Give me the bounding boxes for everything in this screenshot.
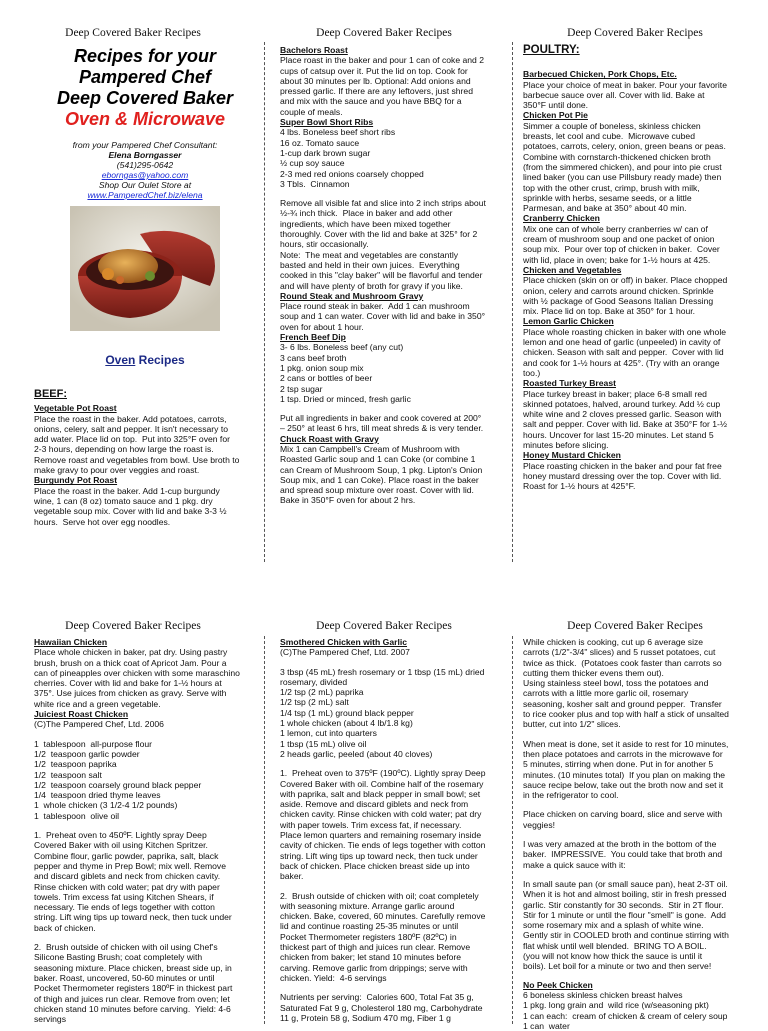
- recipe-line: hours, stir occasionally.: [280, 239, 369, 250]
- recipe-title: Hawaiian Chicken: [34, 637, 108, 647]
- recipe-line: Mix one can of whole berry cranberries w/ can of: [523, 223, 708, 234]
- cover-title-line: Deep Covered Baker: [56, 88, 234, 108]
- recipe-line: cooked in this "clay baker" will be flavorful and tender: [280, 270, 483, 281]
- recipe-line: Bake in 350°F oven for about 2 hrs.: [280, 495, 416, 506]
- recipe-line: 3- 6 lbs. Boneless beef (any cut): [280, 342, 404, 353]
- text-line: some rosemary mix and a splash of white wine.: [523, 920, 704, 931]
- cover-title: [34, 46, 256, 130]
- recipe-line: pepper and thyme in Prep Bowl; mix well. Remove: [34, 860, 227, 871]
- recipe-line: – 250° at least 6 hrs, till meat shreds & is very tender.: [280, 423, 484, 434]
- recipe-title: Chicken Pot Pie: [523, 110, 588, 121]
- recipe-list: [523, 69, 763, 491]
- recipe-line: and mix with the sauce and you have BBQ for a: [280, 96, 462, 107]
- recipe-line: pressed garlic. If there are any leftovers, just shred: [280, 86, 473, 97]
- recipe-line: soup mix. Pour over top of chicken in baker. Cover: [523, 244, 720, 255]
- column-divider: [512, 636, 513, 1024]
- recipe-line: back of chicken.: [34, 922, 96, 933]
- recipe-line: aside. Remove and discard giblets and neck from: [280, 799, 469, 810]
- recipe-line: 16 oz. Tomato sauce: [280, 137, 360, 148]
- text-line: sauce recipe below, take out the broth now and set it: [523, 779, 724, 790]
- recipe-line: Silicone Basting Brush; coat completely with: [34, 952, 203, 963]
- recipe-line: onion, celery and carrots around chicken. Sprinkle: [523, 285, 714, 296]
- recipe-line: string. Lift wing tips up toward neck, then tuck under: [280, 850, 478, 861]
- page-header: Deep Covered Baker Recipes: [567, 620, 703, 632]
- recipe: [34, 709, 262, 1024]
- page-header: Deep Covered Baker Recipes: [65, 27, 201, 39]
- recipe-line: add water. Place lid on top. Put into 325°F oven for: [34, 434, 230, 445]
- recipe: [523, 213, 763, 264]
- recipe-line: 1 tablespoon all-purpose flour: [34, 738, 153, 749]
- text-line: 5 minutes, stirring when done. Put in for another 5: [523, 759, 714, 770]
- recipe-title: Juiciest Roast Chicken: [34, 709, 129, 720]
- recipe-line: [280, 983, 510, 992]
- recipe-line: chicken. Yield: 4-6 servings: [280, 972, 387, 983]
- text-line: cutting them thicker evens them out).: [523, 667, 664, 678]
- recipe-column: [280, 637, 510, 1024]
- column-divider: [264, 42, 265, 562]
- recipe-line: necessary. Tie ends of legs together with cotton: [34, 902, 215, 913]
- recipe-line: 1/4 teaspoon dried thyme leaves: [34, 790, 161, 801]
- recipe-line: Note: The meat and vegetables are constantly: [280, 249, 459, 260]
- recipe-title: Bachelors Roast: [280, 45, 348, 55]
- recipe-line: Remove roast and vegetables from bowl. Use broth to: [34, 454, 240, 465]
- recipe-line: and discard giblets and neck from chicken cavity.: [34, 871, 221, 882]
- recipe-line: 1/2 tsp (2 mL) paprika: [280, 687, 364, 698]
- recipe-title: Smothered Chicken with Garlic: [280, 637, 408, 647]
- page-header: Deep Covered Baker Recipes: [65, 620, 201, 632]
- recipe-line: onions, celery, salt and pepper. It isn't necessary to: [34, 423, 228, 434]
- recipe-line: and will have plenty of broth for gravy if you like.: [280, 280, 463, 291]
- recipe-title: Vegetable Pot Roast: [34, 403, 117, 414]
- recipe-line: (C)The Pampered Chef, Ltd. 2007: [280, 647, 410, 658]
- recipe: [34, 637, 262, 709]
- text-line: seasoning, kosher salt and ground pepper. Transfer: [523, 698, 722, 709]
- recipe-line: 2. Brush outside of chicken with oil using Chef's: [34, 942, 218, 953]
- recipe: [280, 117, 510, 291]
- recipe-line: 1 tsp. Dried or minced, fresh garlic: [280, 393, 411, 404]
- recipe-line: 4 lbs. Boneless beef short ribs: [280, 127, 396, 138]
- text-line: to rice cooker plus and top with half a stick of unsalted: [523, 709, 729, 720]
- recipe: [523, 265, 763, 316]
- recipe-line: 2 cans or bottles of beer: [280, 373, 373, 384]
- recipe-line: hours. Serve hot over egg noodles.: [34, 516, 171, 527]
- consultant-name: Elena Borngasser: [108, 150, 182, 160]
- text-line: flat whisk until well blended. BRING TO A BOIL.: [523, 940, 707, 951]
- recipe-title: Barbecued Chicken, Pork Chops, Etc.: [523, 69, 677, 80]
- recipe-line: can of pineapples over chicken with some maraschino: [34, 667, 240, 678]
- recipe-line: 3 tbsp (45 mL) fresh rosemary or 1 tbsp (15 mL) dried: [280, 666, 485, 677]
- recipe-line: Place lemon quarters and remaining rosemary inside: [280, 830, 482, 841]
- recipe: [523, 110, 763, 213]
- recipe-line: thoroughly. Cover with the lid and bake at 325° for 2: [280, 229, 478, 240]
- recipe: [34, 475, 262, 526]
- text-line: While chicken is cooking, cut up 6 average size: [523, 637, 704, 647]
- recipe-title: Lemon Garlic Chicken: [523, 316, 614, 327]
- recipe-line: [280, 658, 510, 667]
- recipe-line: 1 whole chicken (3 1/2-4 1/2 pounds): [34, 800, 178, 811]
- recipe-line: baker.: [280, 871, 304, 882]
- recipe-line: (C)The Pampered Chef, Ltd. 2006: [34, 719, 164, 730]
- recipe-title: Round Steak and Mushroom Gravy: [280, 290, 424, 301]
- recipe-line: cups of catsup over it. Put the lid on top. Cook for: [280, 65, 468, 76]
- recipe-line: potatoes, carrots, celery, onion, green beans or peas.: [523, 141, 726, 152]
- recipe-line: chicken. Season with salt and pepper. Cover with lid: [523, 347, 724, 358]
- text-line: [523, 800, 763, 809]
- recipe-line: breasts, let cool and cube. Microwave cubed: [523, 131, 695, 142]
- recipe-line: barbecue sauce over all. Cover with lid. Bake at: [523, 89, 705, 100]
- oven-recipes-heading: [34, 355, 256, 365]
- recipe-title: Honey Mustard Chicken: [523, 450, 621, 461]
- recipe: [523, 450, 763, 491]
- recipe-line: cavity of chicken. Tie ends of legs together with cotton: [280, 840, 486, 851]
- recipe-line: 6 boneless skinless chicken breast halves: [523, 989, 683, 1000]
- recipe-line: 2-3 hours, depending on how large the roast is.: [34, 444, 214, 455]
- recipe-list: [523, 980, 763, 1031]
- recipe-line: can Cream of Mushroom Soup, 1 pkg. Lipton's Onion: [280, 464, 483, 475]
- recipe-line: Saturated Fat 9 g, Cholesterol 180 mg, Carbohydrate: [280, 1002, 483, 1013]
- recipe-line: [280, 189, 510, 198]
- recipe-line: couple of meals.: [280, 106, 343, 117]
- recipe-column: [523, 637, 763, 1031]
- text-line: minutes. (10 minutes total) If you plan on making the: [523, 769, 726, 780]
- recipe-line: lemon and one head of garlic (unpeeled) in cavity of: [523, 337, 721, 348]
- recipe: [280, 434, 510, 506]
- recipe-title: Roasted Turkey Breast: [523, 378, 616, 389]
- recipe-line: 1 pkg. long grain and wild rice (w/seasoning pkt): [523, 1000, 709, 1011]
- recipe-line: servings: [34, 1014, 66, 1025]
- recipe-line: Covered Baker with oil using Kitchen Spritzer.: [34, 840, 208, 851]
- recipe-line: Combine with cornstarch-thickened chicken broth: [523, 151, 711, 162]
- recipe-line: [280, 404, 510, 413]
- recipe-line: too.): [523, 367, 541, 378]
- recipe-line: Place the roast in the baker. Add 1-cup burgundy: [34, 485, 220, 496]
- recipe-line: oven for about 1 hour.: [280, 321, 364, 332]
- recipe-line: with paprika, salt and black pepper in small bowl; set: [280, 788, 481, 799]
- recipe-line: Place round steak in baker. Add 1 can mushroom: [280, 301, 470, 312]
- recipe-line: sprinkle with herbs, sesame seeds, or a little: [523, 192, 692, 203]
- recipes-word: Recipes: [135, 353, 185, 367]
- recipe-line: baker. Roast, uncovered, 50-60 minutes or until: [34, 972, 215, 983]
- text-line: veggies!: [523, 819, 556, 830]
- recipe: [280, 291, 510, 332]
- recipe-line: Rinse chicken with cold water; pat dry with paper: [34, 881, 220, 892]
- recipe-line: lined baker (you can use Pillsbury ready made) then: [523, 172, 722, 183]
- recipe-line: 1. Preheat oven to 375ºF (190ºC). Lightly spray Deep: [280, 768, 486, 779]
- recipe-list: [34, 637, 262, 1024]
- recipe-title: Cranberry Chicken: [523, 213, 600, 224]
- recipe-line: ½ cup soy sauce: [280, 158, 345, 169]
- text-block: [523, 637, 763, 972]
- recipe-line: and cook for 1-½ hours at 425°. (Try with an orange: [523, 357, 720, 368]
- recipe-list: [34, 403, 262, 527]
- recipe-line: 350°F until done.: [523, 100, 589, 111]
- recipe-line: (from the simmered chicken), and pour into pie crust: [523, 161, 722, 172]
- recipe-line: carving. Remove garlic from drippings; serve with: [280, 962, 468, 973]
- recipe-list: [280, 637, 510, 1023]
- recipe-line: Place turkey breast in baker; place 6-8 small red: [523, 388, 707, 399]
- outlet-text: Shop Our Oulet Store at: [98, 180, 192, 190]
- recipe-line: 1 whole chicken (about 4 lb/1.8 kg): [280, 718, 413, 729]
- recipe-line: Place chicken (skin on or off) in baker. Place chopped: [523, 275, 728, 286]
- text-line: In small saute pan (or small sauce pan), heat 2-3T oil.: [523, 878, 728, 889]
- recipe-line: top with the other crust, crimp, brush with milk,: [523, 182, 700, 193]
- recipe-line: 1/2 teaspoon salt: [34, 769, 102, 780]
- recipe-title: French Beef Dip: [280, 332, 346, 343]
- beef-heading: BEEF:: [34, 388, 67, 400]
- recipe-line: 1 pkg. onion soup mix: [280, 362, 364, 373]
- recipe-line: 2-3 med red onions coarsely chopped: [280, 168, 424, 179]
- recipe: [34, 403, 262, 475]
- text-line: Gently stir in COOLED broth and continue stirring with: [523, 930, 729, 941]
- recipe-line: thickest part of thigh and juices run clear. Remove: [280, 942, 471, 953]
- recipe: [280, 332, 510, 434]
- recipe-line: ingredients, which have been mixed together: [280, 218, 451, 229]
- recipe-line: chicken. Bake, covered, 60 minutes. Carefully remove: [280, 911, 486, 922]
- recipe-line: Put all ingredients in baker and cook covered at 200°: [280, 413, 482, 424]
- recipe-line: Place your choice of meat in baker. Pour your favorite: [523, 79, 727, 90]
- cover-subtitle: Oven & Microwave: [64, 109, 226, 129]
- recipe-line: [34, 933, 262, 942]
- recipe-line: [34, 821, 262, 830]
- page-header: Deep Covered Baker Recipes: [316, 620, 452, 632]
- recipe-title: Super Bowl Short Ribs: [280, 117, 374, 128]
- recipe-title: Burgundy Pot Roast: [34, 475, 118, 486]
- cover-title-line: Recipes for your: [73, 46, 217, 66]
- text-line: I was very amazed at the broth in the bottom of the: [523, 839, 717, 850]
- recipe-line: 1/2 tsp (2 mL) salt: [280, 697, 349, 708]
- consultant-info: [34, 140, 256, 200]
- cover-title-line: Pampered Chef: [78, 67, 212, 87]
- recipe-line: Soup mix, and 1 can Coke). Place roast in the baker: [280, 474, 479, 485]
- recipe-line: 1 tablespoon olive oil: [34, 810, 120, 821]
- recipe-line: Place roast in the baker and pour 1 can of coke and 2: [280, 55, 484, 66]
- recipe-line: 11 g, Protein 58 g, Sodium 470 mg, Fiber 1 g: [280, 1012, 451, 1023]
- text-line: then place potatoes and carrots in the microwave for: [523, 748, 723, 759]
- recipe-line: with ½ package of Good Seasons Italian Dressing: [523, 295, 714, 306]
- recipe-line: Roasted Garlic soup and 1 can Coke (or combine 1: [280, 454, 476, 465]
- recipe-list: [280, 45, 510, 506]
- recipe-line: brush, brush on a thick coat of Apricot Jam. Pour a: [34, 657, 227, 668]
- text-line: (you will not know how thick the sauce is until it: [523, 951, 703, 962]
- recipe-title: No Peek Chicken: [523, 979, 593, 990]
- recipe-line: and spread soup mixture over roast. Cover with lid.: [280, 485, 474, 496]
- column-divider: [512, 42, 513, 562]
- recipe-line: with seasoning mixture. Arrange garlic around: [280, 900, 455, 911]
- recipe-line: seasoning mixture. Place chicken, breast side up, in: [34, 962, 232, 973]
- text-line: garlic. Stir constantly for 30 seconds. Stir in 2T flour.: [523, 899, 724, 910]
- recipe-line: chicken cavity. Rinse chicken with cold water; pat dry: [280, 809, 482, 820]
- text-line: [523, 870, 763, 879]
- recipe-column: [280, 45, 510, 560]
- recipe-line: 1. Preheat oven to 450ºF. Lightly spray Deep: [34, 830, 207, 841]
- recipe-title: Chuck Roast with Gravy: [280, 433, 379, 444]
- recipe-line: [34, 730, 262, 739]
- text-line: [523, 730, 763, 739]
- text-line: Stir for 1 minute or until the flour "smell" is gone. Add: [523, 909, 726, 920]
- recipe-line: hours. Uncover for last 15-20 minutes. Let stand 5: [523, 429, 714, 440]
- text-line: boils). Let boil for a minute or two and then serve!: [523, 961, 712, 972]
- recipe-line: Place whole chicken in baker, pat dry. Using pastry: [34, 647, 228, 658]
- recipe-line: with lid, place in oven; bake for 1-½ hours at 425.: [523, 254, 711, 265]
- recipe-line: mix. Place lid on top. Bake at 350° for 1 hour.: [523, 306, 696, 317]
- recipe-line: 1 can water: [523, 1020, 570, 1031]
- recipe: [280, 45, 510, 117]
- recipe-line: 1 lemon, cut into quarters: [280, 728, 377, 739]
- recipe-line: Place whole roasting chicken in baker with one whole: [523, 326, 727, 337]
- recipe-line: salt and pepper. Cover with lid. Bake at 350°F for 1-½: [523, 419, 728, 430]
- recipe-line: soup and 1 can water. Cover with lid and bake in 350°: [280, 311, 486, 322]
- consultant-email-link[interactable]: eborngas@yahoo.com: [101, 170, 189, 180]
- recipe-line: cherries. Cover with lid and bake for 1-½ hours at: [34, 678, 222, 689]
- poultry-heading: POULTRY:: [523, 44, 580, 56]
- recipe-line: lid and continue roasting 25-35 minutes or until: [280, 921, 459, 932]
- recipe-line: [280, 882, 510, 891]
- recipe-line: wine, 1 can (8 oz) tomato sauce and 1 pkg. dry: [34, 495, 213, 506]
- recipe-line: Place the roast in the baker. Add potatoes, carrots,: [34, 413, 227, 424]
- consultant-intro: from your Pampered Chef Consultant:: [72, 140, 218, 150]
- recipe-line: Parmesan, and bake at 350° about 40 min.: [523, 203, 687, 214]
- recipe-line: [280, 759, 510, 768]
- recipe-line: 375°. Use juices from chicken as gravy. Serve with: [34, 688, 227, 699]
- recipe-line: of thigh and juices run clear. Remove from oven; let: [34, 993, 230, 1004]
- text-line: carrots (1/2"-3/4" slices) and 5 russet potatoes, cut: [523, 647, 716, 658]
- text-line: carrots with a little more garlic oil, rosemary: [523, 688, 689, 699]
- recipe-line: minutes before slicing.: [523, 439, 609, 450]
- recipe-line: chicken stand 10 minutes before carving. Yield: 4-6: [34, 1003, 231, 1014]
- recipe-line: 1/2 teaspoon garlic powder: [34, 748, 140, 759]
- recipe: [523, 378, 763, 450]
- recipe-line: 3 cans beef broth: [280, 352, 347, 363]
- recipe-line: skinned potatoes, halved, around turkey. Add ½ cup: [523, 398, 721, 409]
- oven-word: Oven: [105, 353, 136, 367]
- recipe-line: Pocket Thermometer registers 180ºF (82ºC) in: [280, 931, 457, 942]
- recipe-line: Covered Baker with oil. Combine half of the rosemary: [280, 778, 484, 789]
- consultant-phone: (541)295-0642: [116, 160, 174, 170]
- recipe-line: cream of mushroom soup and one packet of onion: [523, 234, 715, 245]
- recipe: [280, 637, 510, 1023]
- recipe-line: 1/2 teaspoon paprika: [34, 759, 117, 770]
- text-line: twice as thick. (Potatoes cook faster than carrots so: [523, 657, 722, 668]
- recipe-line: about 30 minutes per lb. Optional: Add onions and: [280, 75, 471, 86]
- recipe-line: Combine flour, garlic powder, paprika, salt, black: [34, 850, 219, 861]
- text-line: baker. IMPRESSIVE. You could take that broth and: [523, 849, 723, 860]
- recipe-line: Mix 1 can Campbell's Cream of Mushroom with: [280, 443, 460, 454]
- recipe-line: 1 tbsp (15 mL) olive oil: [280, 738, 367, 749]
- recipe-line: Roast for 1-½ hours at 425°F.: [523, 481, 636, 492]
- beef-column: [34, 389, 262, 559]
- text-line: in the refrigerator to cool.: [523, 790, 619, 801]
- recipe-line: white rice and a green vegetable.: [34, 698, 161, 709]
- recipe-line: ½-¾ inch thick. Place in baker and add other: [280, 208, 453, 219]
- text-line: Place chicken on carving board, slice and serve with: [523, 809, 723, 820]
- recipe-column: [523, 45, 763, 560]
- recipe-line: 2 tsp sugar: [280, 383, 323, 394]
- recipe-line: 1/4 tsp (1 mL) ground black pepper: [280, 707, 414, 718]
- recipe-line: 1 can each: cream of chicken & cream of celery soup: [523, 1010, 728, 1021]
- text-line: [523, 830, 763, 839]
- baker-photo: [70, 206, 220, 331]
- recipe-line: make gravy to pour over veggies and roast.: [34, 465, 200, 476]
- recipe-line: rosemary, divided: [280, 676, 348, 687]
- text-line: butter, cut into 1/2" slices.: [523, 719, 621, 730]
- recipe-line: 1-cup dark brown sugar: [280, 147, 371, 158]
- recipe-title: Chicken and Vegetables: [523, 264, 622, 275]
- recipe-line: with paper towels. Trim excess fat, if necessary.: [280, 819, 462, 830]
- recipe-line: vegetable soup mix. Cover with lid and bake 3-3 ½: [34, 506, 227, 517]
- recipe-line: 3 Tbls. Cinnamon: [280, 178, 350, 189]
- text-line: Using stainless steel bowl, toss the potatoes and: [523, 678, 709, 689]
- recipe-line: towels. Trim excess fat using Kitchen Shears, if: [34, 891, 214, 902]
- recipe: [523, 316, 763, 378]
- text-line: make a quick sauce with it:: [523, 859, 626, 870]
- page-header: Deep Covered Baker Recipes: [316, 27, 452, 39]
- recipe-line: Nutrients per serving: Calories 600, Total Fat 35 g,: [280, 992, 474, 1003]
- column-divider: [264, 636, 265, 1024]
- text-line: When it is hot and almost boiling, stir in fresh pressed: [523, 889, 727, 900]
- recipe-line: honey mustard dressing over the top. Cover with lid.: [523, 470, 722, 481]
- recipe-line: Remove all visible fat and slice into 2 inch strips about: [280, 198, 486, 209]
- recipe-line: 2. Brush outside of chicken with oil; coat completely: [280, 890, 479, 901]
- page-header: Deep Covered Baker Recipes: [567, 27, 703, 39]
- recipe-line: string. Lift wing tips up toward neck, then tuck under: [34, 912, 232, 923]
- recipe-line: 1/2 teaspoon coarsely ground black pepper: [34, 779, 202, 790]
- recipe: [523, 69, 763, 110]
- recipe-line: Pocket Thermometer registers 180ºF in thickest part: [34, 983, 233, 994]
- text-line: When meat is done, set it aside to rest for 10 minutes,: [523, 738, 729, 749]
- recipe-line: basted and held in their own juices. Everything: [280, 259, 460, 270]
- recipe-line: 2 heads garlic, peeled (about 40 cloves): [280, 748, 433, 759]
- recipe-line: Place roasting chicken in the baker and pour fat free: [523, 460, 722, 471]
- recipe-line: back of chicken. Place chicken breast side up into: [280, 860, 470, 871]
- outlet-url-link[interactable]: www.PamperedChef.biz/elena: [87, 190, 203, 200]
- recipe-column: [34, 637, 262, 1024]
- recipe-line: white wine and 2 cloves pressed garlic. Season with: [523, 409, 722, 420]
- recipe-line: chicken from baker; let stand 10 minutes before: [280, 952, 462, 963]
- recipe-line: Simmer a couple of boneless, skinless chicken: [523, 120, 701, 131]
